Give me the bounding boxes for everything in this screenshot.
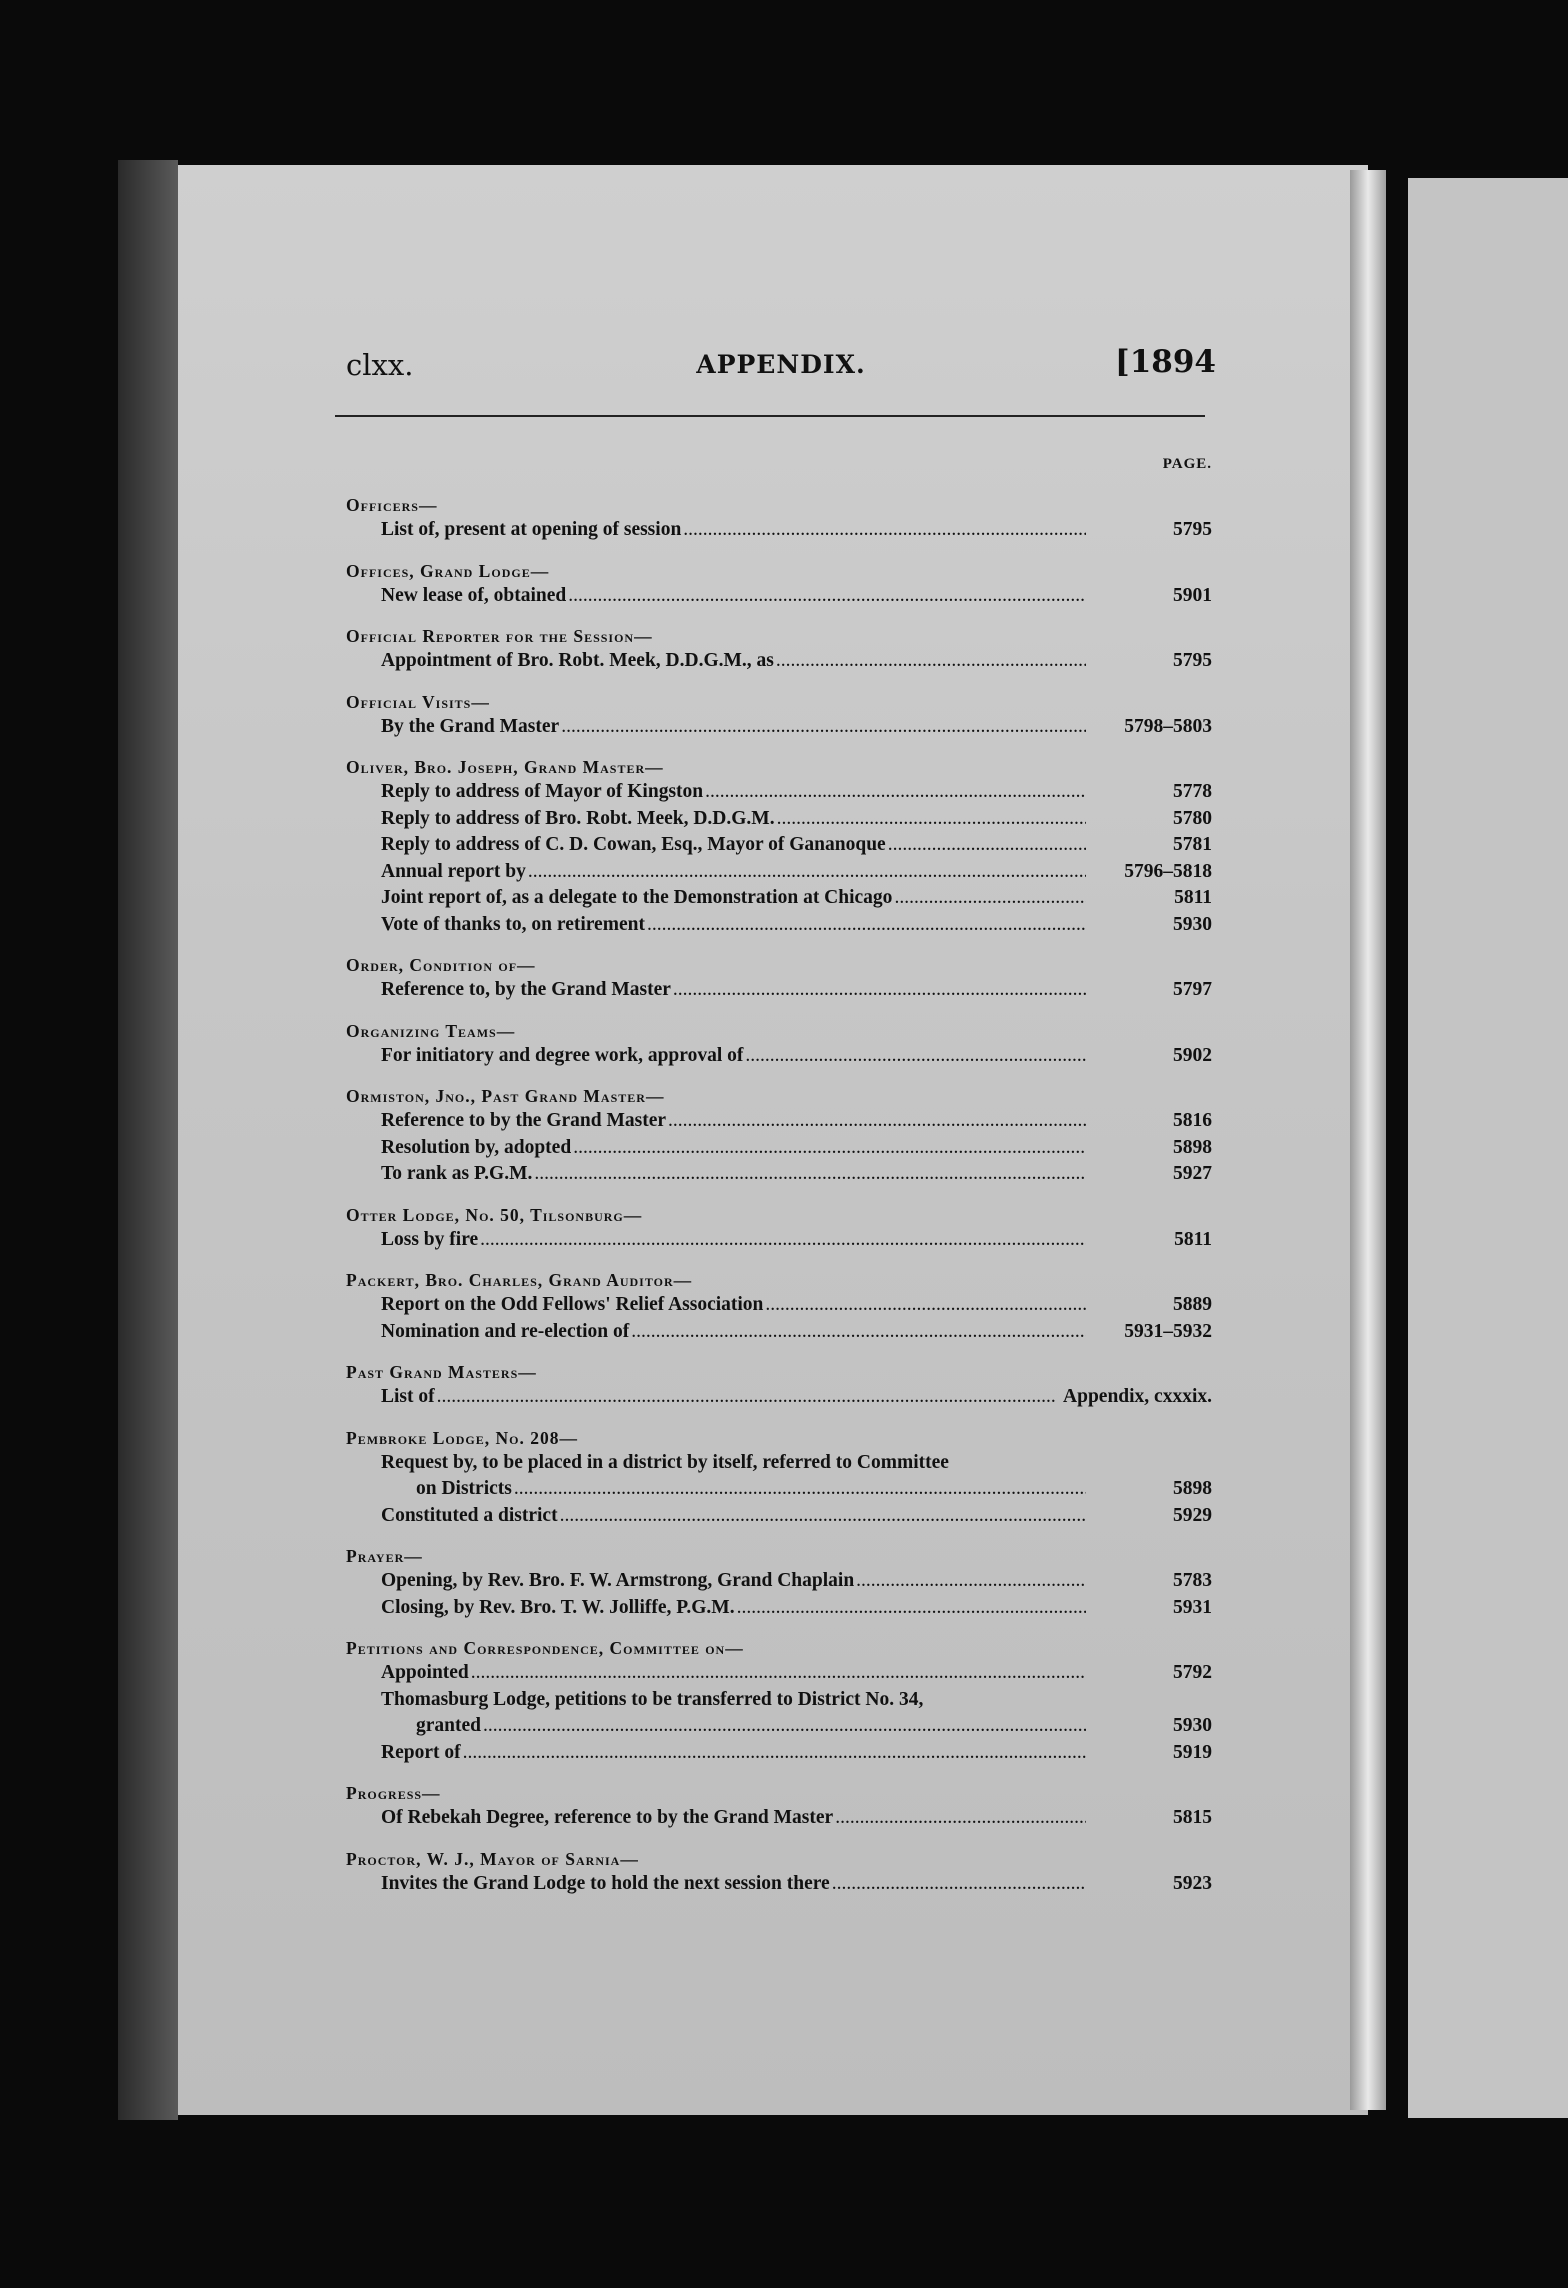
entry-text: New lease of, obtained [381, 584, 567, 606]
index-entry [346, 1108, 1212, 1135]
index-entry [346, 1384, 1212, 1411]
section-heading: Oliver, Bro. Joseph, Grand Master— [346, 757, 664, 777]
section-heading: Ormiston, Jno., Past Grand Master— [346, 1086, 665, 1106]
dot-leader [483, 1713, 1086, 1740]
dot-leader [534, 1161, 1086, 1188]
entry-page-number: 5778 [1173, 781, 1212, 802]
entry-page-number: 5931–5932 [1124, 1320, 1212, 1342]
entry-text: Opening, by Rev. Bro. F. W. Armstrong, Grand Chaplain [381, 1570, 855, 1591]
dot-leader [835, 1805, 1086, 1832]
entry-text: on Districts [416, 1478, 512, 1499]
index-entry [346, 1227, 1212, 1254]
dot-leader [668, 1108, 1086, 1135]
index-section [346, 690, 1212, 741]
section-heading: Prayer— [346, 1546, 423, 1566]
index-section [346, 1019, 1212, 1070]
entry-page-number: 5816 [1173, 1110, 1212, 1131]
index-entry [346, 1476, 1212, 1503]
dot-leader [480, 1227, 1086, 1254]
dot-leader [737, 1595, 1086, 1622]
index-section [346, 493, 1212, 544]
entry-text: For initiatory and degree work, approval of [381, 1044, 744, 1066]
entry-page-number: 5929 [1173, 1504, 1212, 1526]
index-entry [346, 1503, 1212, 1530]
index-entry [346, 1450, 1212, 1477]
index-section [346, 755, 1212, 938]
index-entry [346, 977, 1212, 1004]
entry-text: Reference to by the Grand Master [381, 1110, 667, 1131]
dot-leader [568, 583, 1086, 610]
index-entry [346, 779, 1212, 806]
dot-leader [765, 1292, 1086, 1319]
book-left-edge [118, 160, 178, 2120]
dot-leader [514, 1476, 1086, 1503]
entry-page-number: 5930 [1173, 913, 1212, 935]
entry-text: Request by, to be placed in a district by itself, referred to Committee [381, 1451, 949, 1473]
dot-leader [832, 1871, 1086, 1898]
dot-leader [573, 1135, 1086, 1162]
index-section [346, 1847, 1212, 1898]
book-gutter [1350, 170, 1386, 2110]
index-section [346, 559, 1212, 610]
index-entry [346, 1161, 1212, 1188]
entry-page-number: 5811 [1174, 887, 1212, 908]
index-entry [346, 1871, 1212, 1898]
entry-text: List of, present at opening of session [381, 519, 682, 540]
page-year: [1894 [1115, 344, 1216, 380]
index-section [346, 1268, 1212, 1345]
entry-text: Reply to address of Bro. Robt. Meek, D.D.G.M. [381, 807, 775, 829]
dot-leader [561, 714, 1086, 741]
index-entry [346, 583, 1212, 610]
entry-page-number: 5927 [1173, 1163, 1212, 1184]
dot-leader [437, 1384, 1057, 1411]
dot-leader [894, 885, 1086, 912]
entry-page-number: 5901 [1173, 584, 1212, 606]
dot-leader [705, 779, 1086, 806]
index-entry [346, 832, 1212, 859]
page-column-label: PAGE. [1162, 456, 1212, 472]
entry-text: List of [381, 1386, 435, 1407]
entry-page-number: 5898 [1173, 1136, 1212, 1158]
index-entry [346, 912, 1212, 939]
section-heading: Officers— [346, 495, 438, 515]
index-entry [346, 714, 1212, 741]
facing-page-edge [1408, 178, 1568, 2118]
index-entry [346, 1687, 1212, 1714]
section-heading: Petitions and Correspondence, Committee on— [346, 1638, 744, 1658]
entry-page-number: 5902 [1173, 1044, 1212, 1066]
dot-leader [777, 806, 1086, 833]
entry-text: Reference to, by the Grand Master [381, 979, 671, 1000]
entry-page-number: 5792 [1173, 1662, 1212, 1683]
index-section [346, 1544, 1212, 1621]
index-entry [346, 1595, 1212, 1622]
entry-text: To rank as P.G.M. [381, 1163, 533, 1184]
index-section [346, 624, 1212, 675]
entry-text: Thomasburg Lodge, petitions to be transferred to District No. 34, [381, 1688, 924, 1710]
section-heading: Pembroke Lodge, No. 208— [346, 1427, 578, 1448]
section-heading: Offices, Grand Lodge— [346, 560, 550, 581]
section-heading: Packert, Bro. Charles, Grand Auditor— [346, 1270, 693, 1290]
dot-leader [745, 1043, 1086, 1070]
entry-text: Constituted a district [381, 1504, 558, 1526]
page-title: APPENDIX. [696, 350, 866, 379]
dot-leader [888, 832, 1086, 859]
entry-text: Closing, by Rev. Bro. T. W. Jolliffe, P.G.M. [381, 1596, 735, 1618]
entry-text: Loss by fire [381, 1228, 479, 1250]
dot-leader [528, 859, 1086, 886]
entry-page-number: 5780 [1173, 807, 1212, 829]
entry-page-number: 5930 [1173, 1715, 1212, 1736]
entry-text: Of Rebekah Degree, reference to by the Grand Master [381, 1807, 834, 1828]
index-section [346, 1203, 1212, 1254]
entry-text: Resolution by, adopted [381, 1136, 572, 1158]
section-heading: Official Visits— [346, 691, 490, 712]
dot-leader [560, 1503, 1086, 1530]
entry-text: Appointed [381, 1662, 469, 1683]
entry-page-number: 5919 [1173, 1741, 1212, 1763]
section-heading: Organizing Teams— [346, 1020, 516, 1041]
entry-text: By the Grand Master [381, 715, 560, 737]
entry-text: Joint report of, as a delegate to the Demonstration at Chicago [381, 887, 893, 908]
entry-page-number: 5898 [1173, 1478, 1212, 1499]
entry-text: Vote of thanks to, on retirement [381, 913, 645, 935]
dot-leader [776, 648, 1086, 675]
section-heading: Past Grand Masters— [346, 1362, 537, 1382]
entry-page-number: 5815 [1173, 1807, 1212, 1828]
entry-page-number: 5796–5818 [1124, 860, 1212, 882]
index-entry [346, 1319, 1212, 1346]
dot-leader [463, 1740, 1086, 1767]
index-section [346, 1084, 1212, 1188]
entry-page-number: 5923 [1173, 1872, 1212, 1894]
dot-leader [631, 1319, 1086, 1346]
header-rule [335, 415, 1205, 417]
index-section [346, 1360, 1212, 1411]
section-heading: Official Reporter for the Session— [346, 626, 653, 646]
index-entry [346, 1135, 1212, 1162]
index-entry [346, 859, 1212, 886]
index-entry [346, 648, 1212, 675]
index-list [346, 450, 1212, 1897]
page-number-roman: clxx. [346, 348, 414, 382]
page-header [346, 340, 1216, 390]
dot-leader [856, 1568, 1086, 1595]
index-section [346, 1636, 1212, 1766]
entry-page-number: 5798–5803 [1124, 715, 1212, 737]
entry-text: Reply to address of C. D. Cowan, Esq., Mayor of Gananoque [381, 834, 886, 855]
index-entry [346, 1292, 1212, 1319]
index-entry [346, 885, 1212, 912]
entry-text: Report on the Odd Fellows' Relief Association [381, 1294, 764, 1315]
dot-leader [673, 977, 1086, 1004]
entry-text: Invites the Grand Lodge to hold the next session there [381, 1872, 830, 1894]
entry-page-number: 5781 [1173, 834, 1212, 855]
index-section [346, 1781, 1212, 1832]
dot-leader [683, 517, 1086, 544]
index-entry [346, 1660, 1212, 1687]
entry-text: Annual report by [381, 860, 526, 882]
entry-text: Appointment of Bro. Robt. Meek, D.D.G.M., as [381, 650, 774, 671]
index-entry [346, 1740, 1212, 1767]
index-entry [346, 1805, 1212, 1832]
entry-page-number: 5811 [1174, 1228, 1212, 1250]
index-entry [346, 1043, 1212, 1070]
section-heading: Otter Lodge, No. 50, Tilsonburg— [346, 1204, 643, 1225]
entry-page-number: Appendix, cxxxix. [1063, 1386, 1212, 1407]
entry-page-number: 5795 [1173, 650, 1212, 671]
index-section [346, 1426, 1212, 1530]
entry-page-number: 5797 [1173, 979, 1212, 1000]
entry-text: granted [416, 1715, 481, 1736]
entry-text: Report of [381, 1741, 461, 1763]
section-heading: Order, Condition of— [346, 955, 536, 975]
entry-page-number: 5931 [1173, 1596, 1212, 1618]
entry-page-number: 5783 [1173, 1570, 1212, 1591]
entry-page-number: 5889 [1173, 1294, 1212, 1315]
dot-leader [647, 912, 1086, 939]
section-heading: Progress— [346, 1783, 441, 1803]
index-entry [346, 806, 1212, 833]
index-entry [346, 1713, 1212, 1740]
index-section [346, 953, 1212, 1004]
index-entry [346, 1568, 1212, 1595]
entry-page-number: 5795 [1173, 519, 1212, 540]
index-entry [346, 517, 1212, 544]
entry-text: Nomination and re-election of [381, 1320, 630, 1342]
section-heading: Proctor, W. J., Mayor of Sarnia— [346, 1848, 639, 1869]
entry-text: Reply to address of Mayor of Kingston [381, 781, 704, 802]
dot-leader [471, 1660, 1086, 1687]
